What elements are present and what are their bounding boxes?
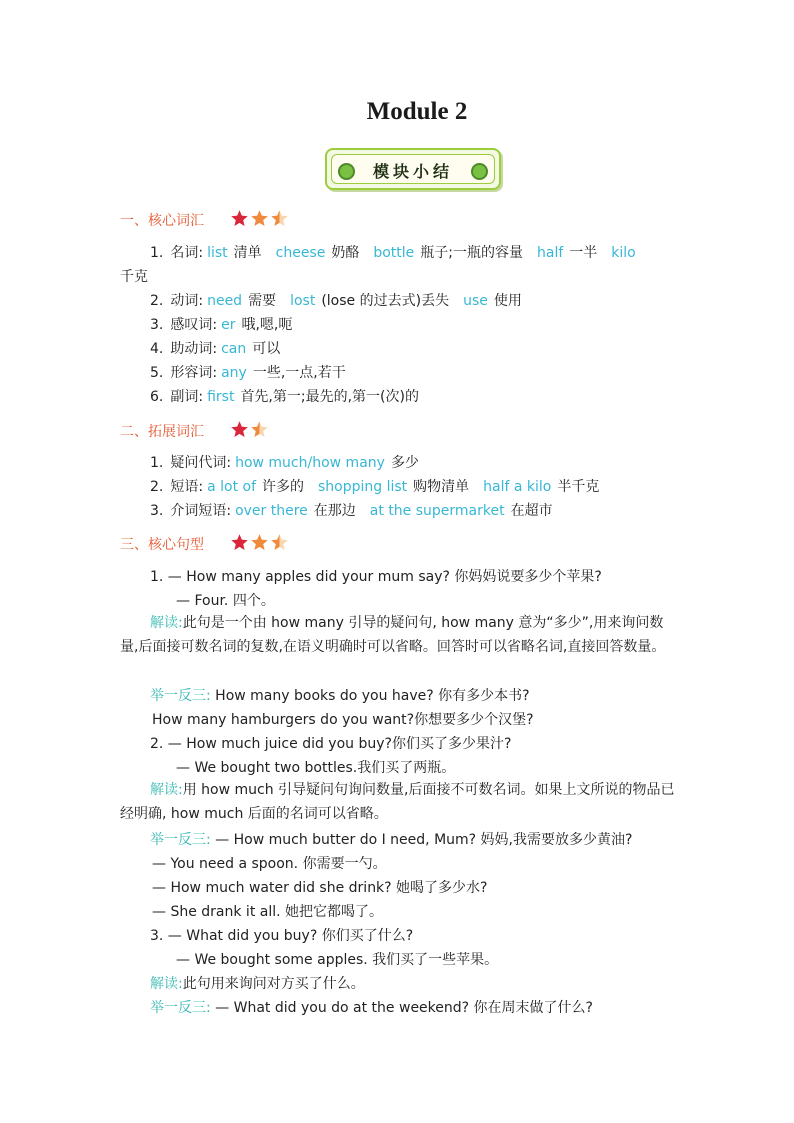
vocab-word: er (221, 317, 236, 333)
vocab-category: 介词短语: (170, 503, 232, 519)
vocab-number: 6. (150, 389, 164, 405)
vocab-category: 疑问代词: (170, 455, 232, 471)
vocab-meaning: 使用 (493, 293, 522, 309)
section-heading-core-vocab: 一、核心词汇 (120, 213, 204, 229)
vocab-word: lost (290, 293, 316, 309)
vocab-meaning: 清单 (233, 245, 262, 261)
example-text: — How much butter do I need, Mum? 妈妈,我需要放多少黄油? (210, 832, 633, 848)
vocab-word: kilo (611, 245, 636, 261)
vocab-meaning: 半千克 (557, 479, 600, 495)
vocab-meaning: 需要 (248, 293, 277, 309)
vocab-meaning: (lose 的过去式)丢失 (321, 293, 450, 309)
section-heading-core-sentences: 三、核心句型 (120, 537, 204, 553)
example-2b: — You need a spoon. 你需要一勺。 (152, 856, 387, 872)
sentence-3-answer: — We bought some apples. 我们买了一些苹果。 (176, 952, 499, 968)
explanation-label: 解读: (150, 976, 183, 992)
vocab-category: 感叹词: (170, 317, 218, 333)
section-heading-extended-vocab: 二、拓展词汇 (120, 424, 204, 440)
vocab-line (150, 339, 294, 359)
vocab-line (150, 243, 642, 263)
example-2d: — She drank it all. 她把它都喝了。 (152, 904, 384, 920)
vocab-number: 2. (150, 293, 164, 309)
vocab-word: bottle (373, 245, 415, 261)
vocab-word: need (207, 293, 243, 309)
example-text: — What did you do at the weekend? 你在周末做了什么? (210, 1000, 593, 1016)
vocab-meaning: 瓶子;一瓶的容量 (420, 245, 524, 261)
vocab-line (150, 501, 567, 521)
vocab-word: over there (235, 503, 308, 519)
explanation-text: 此句是一个由 how many 引导的疑问句, how many 意为“多少”,用来询问数量,后面接可数名词的复数,在语义明确时可以省略。回答时可以省略名词,直接回答数量。 (120, 615, 666, 655)
vocab-category: 短语: (170, 479, 204, 495)
vocab-word: at the supermarket (369, 503, 505, 519)
vocab-number: 1. (150, 455, 164, 471)
star-icon (250, 420, 269, 439)
vocab-meaning: 许多的 (262, 479, 304, 495)
example-label: 举一反三: (150, 1000, 211, 1016)
vocab-meaning: 在超市 (510, 503, 553, 519)
vocab-word: cheese (275, 245, 326, 261)
vocab-line-wrap: 千克 (120, 269, 148, 285)
sentence-2-answer: — We bought two bottles.我们买了两瓶。 (176, 760, 456, 776)
example-label: 举一反三: (150, 832, 211, 848)
vocab-meaning: 购物清单 (413, 479, 470, 495)
vocab-meaning: 多少 (390, 455, 419, 471)
vocab-line (150, 315, 306, 335)
explanation-label: 解读: (150, 782, 183, 798)
star-icon (270, 533, 289, 552)
sentence-3-explanation (150, 974, 365, 994)
vocab-line (150, 363, 360, 383)
vocab-meaning: 哦,嗯,呃 (241, 317, 293, 333)
vocab-meaning: 一半 (569, 245, 598, 261)
star-icon (230, 420, 249, 439)
vocab-number: 2. (150, 479, 164, 495)
vocab-word: how much/how many (235, 455, 385, 471)
rating-stars (230, 419, 270, 439)
vocab-meaning: 在那边 (313, 503, 356, 519)
example-1a (150, 686, 530, 706)
explanation-text: 此句用来询问对方买了什么。 (182, 976, 365, 992)
vocab-word: any (221, 365, 247, 381)
vocab-category: 助动词: (170, 341, 218, 357)
vocab-meaning: 首先,第一;最先的,第一(次)的 (240, 389, 419, 405)
explanation-label: 解读: (150, 615, 183, 631)
vocab-category: 副词: (170, 389, 204, 405)
sentence-1-explanation (120, 611, 676, 659)
vocab-line (150, 477, 613, 497)
vocab-word: list (207, 245, 228, 261)
page-title: Module 2 (366, 98, 468, 125)
example-3a (150, 998, 593, 1018)
vocab-number: 1. (150, 245, 164, 261)
vocab-line (150, 291, 536, 311)
vocab-word: a lot of (207, 479, 256, 495)
vocab-number: 3. (150, 503, 164, 519)
example-2a (150, 830, 632, 850)
vocab-word: use (463, 293, 488, 309)
vocab-meaning: 奶酪 (331, 245, 360, 261)
star-icon (250, 533, 269, 552)
star-icon (250, 209, 269, 228)
example-2c: — How much water did she drink? 她喝了多少水? (152, 880, 488, 896)
vocab-number: 4. (150, 341, 164, 357)
example-label: 举一反三: (150, 688, 211, 704)
vocab-line (150, 453, 433, 473)
vocab-word: can (221, 341, 247, 357)
star-icon (270, 209, 289, 228)
star-icon (230, 533, 249, 552)
vocab-meaning: 一些,一点,若干 (252, 365, 346, 381)
banner-text: 模块小结 (372, 162, 453, 181)
vocab-word: shopping list (318, 479, 408, 495)
example-1b: How many hamburgers do you want?你想要多少个汉堡? (152, 712, 534, 728)
module-summary-banner (325, 148, 501, 190)
vocab-word: first (207, 389, 235, 405)
circle-icon (471, 163, 488, 180)
rating-stars (230, 532, 290, 552)
vocab-category: 形容词: (170, 365, 218, 381)
rating-stars (230, 208, 290, 228)
vocab-category: 动词: (170, 293, 204, 309)
vocab-meaning: 可以 (252, 341, 281, 357)
sentence-1-answer: — Four. 四个。 (176, 593, 275, 609)
vocab-line (150, 387, 433, 407)
sentence-1-question: 1. — How many apples did your mum say? 你妈妈说要多少个苹果? (150, 569, 602, 585)
vocab-number: 5. (150, 365, 164, 381)
example-text: How many books do you have? 你有多少本书? (210, 688, 530, 704)
vocab-number: 3. (150, 317, 164, 333)
vocab-word: half (537, 245, 564, 261)
vocab-word: half a kilo (483, 479, 552, 495)
explanation-text: 用 how much 引导疑问句询问数量,后面接不可数名词。如果上文所说的物品已经明确, how much 后面的名词可以省略。 (120, 782, 675, 822)
sentence-2-explanation (120, 778, 676, 826)
sentence-3-question: 3. — What did you buy? 你们买了什么? (150, 928, 414, 944)
star-icon (230, 209, 249, 228)
sentence-2-question: 2. — How much juice did you buy?你们买了多少果汁? (150, 736, 512, 752)
vocab-category: 名词: (170, 245, 204, 261)
